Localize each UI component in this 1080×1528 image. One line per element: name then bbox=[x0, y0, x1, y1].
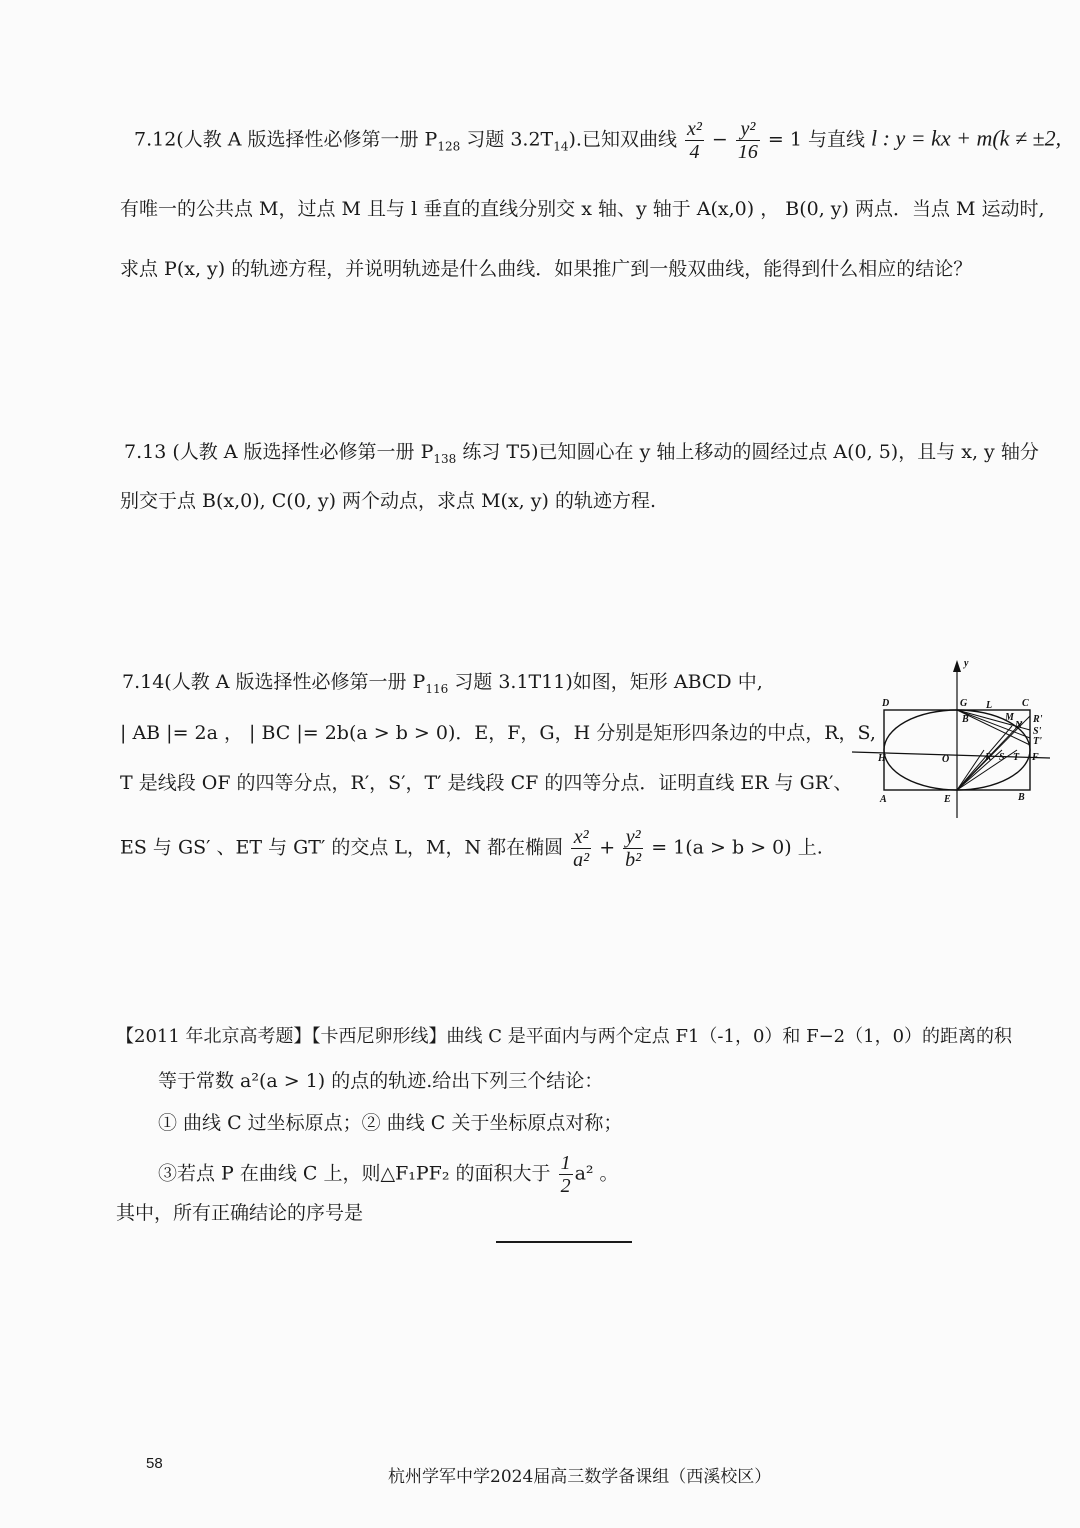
y-axis-arrow-icon bbox=[953, 660, 961, 672]
label-h: H bbox=[878, 753, 886, 764]
label-c: C bbox=[1022, 698, 1029, 709]
q713-line1: 7.13 (人教 A 版选择性必修第一册 $P_{138}$ 练习 T5)已知圆心在 y 轴上移动的圆经过点 A(0, 5)，且与 x, y 轴分 bbox=[124, 441, 1039, 466]
q713-line2: 别交于点 B(x,0), C(0, y) 两个动点，求点 M(x, y) 的轨迹方程. bbox=[120, 490, 656, 512]
answer-blank[interactable] bbox=[496, 1228, 632, 1247]
q712-line1: 7.12(人教 A 版选择性必修第一册 $P_{128}$ 习题 $3.2T_{14}$).已知双曲线 $\frac{\text{x²}}{4}$ − $\frac{\text{y²}}{16}$ = 1 与直线 l : y = kx + m(k ≠ ±2, bbox=[134, 118, 1062, 163]
label-r: R bbox=[985, 752, 992, 763]
q712-line2: 有唯一的公共点 M，过点 M 且与 l 垂直的直线分别交 x 轴、y 轴于 A(x,0) ， B(0, y) 两点．当点 M 运动时, bbox=[120, 198, 1045, 220]
label-f: F bbox=[1032, 752, 1039, 763]
label-b: B bbox=[1018, 792, 1025, 803]
fraction-y2-16: $\frac{\text{y²}}{16}$ bbox=[737, 118, 758, 163]
label-tp: T' bbox=[1033, 736, 1042, 747]
label-o: O bbox=[942, 754, 950, 765]
q714-line2: | AB |= 2a ， | BC |= 2b(a > b > 0)．E，F，G，H 分别是矩形四条边的中点，R，S, bbox=[120, 722, 876, 744]
fraction-x2-a2: $\frac{\text{x²}}{\text{a²}}$ bbox=[573, 826, 590, 871]
fraction-x2-4: $\frac{\text{x²}}{4}$ bbox=[687, 118, 702, 163]
q2011-line4: ③若点 P 在曲线 C 上，则△F₁PF₂ 的面积大于 $\frac{1}{2}$ a² 。 bbox=[158, 1152, 619, 1197]
q2011-line3: ① 曲线 C 过坐标原点；② 曲线 C 关于坐标原点对称； bbox=[158, 1112, 623, 1134]
label-b-top: B bbox=[962, 714, 969, 725]
label-s: S bbox=[999, 752, 1005, 763]
label-sp: S' bbox=[1033, 726, 1042, 737]
fraction-one-half: $\frac{1}{2}$ bbox=[560, 1152, 571, 1197]
label-l: L bbox=[986, 700, 993, 711]
ellipse-rectangle-figure bbox=[852, 650, 1054, 820]
label-e: E bbox=[944, 794, 951, 805]
q714-line4: ES 与 GS′ 、ET 与 GT′ 的交点 L，M，N 都在椭圆 $\frac{\text{x²}}{\text{a²}}$ + $\frac{\text{y²}}{\text{b²}}$ = 1(a > b > 0) 上. bbox=[120, 826, 823, 871]
q712-line3: 求点 P(x, y) 的轨迹方程，并说明轨迹是什么曲线．如果推广到一般双曲线，能得到什么相应的结论？ bbox=[120, 258, 973, 280]
label-t: T bbox=[1013, 752, 1020, 763]
label-d: D bbox=[882, 698, 890, 709]
label-g: G bbox=[960, 698, 968, 709]
label-n: N bbox=[1015, 720, 1023, 731]
q2011-line5: 其中，所有正确结论的序号是 bbox=[116, 1202, 364, 1224]
label-m: M bbox=[1005, 712, 1014, 723]
label-a: A bbox=[880, 794, 887, 805]
label-rp: R' bbox=[1033, 714, 1043, 725]
q714-line3: T 是线段 OF 的四等分点，R′，S′，T′ 是线段 CF 的四等分点．证明直线 ER 与 GR′、 bbox=[120, 772, 853, 794]
label-y: y bbox=[964, 658, 969, 669]
fraction-y2-b2: $\frac{\text{y²}}{\text{b²}}$ bbox=[625, 826, 642, 871]
page-number: 58 bbox=[146, 1455, 163, 1472]
q714-line1: 7.14(人教 A 版选择性必修第一册 $P_{116}$ 习题 3.1T11)如图，矩形 ABCD 中, bbox=[122, 671, 763, 696]
footer-org: 杭州学军中学2024届高三数学备课组（西溪校区） bbox=[388, 1467, 772, 1487]
q2011-line1: 【2011 年北京高考题】【卡西尼卵形线】曲线 C 是平面内与两个定点 F1（-1，0）和 F−2（1，0）的距离的积 bbox=[116, 1026, 1013, 1047]
q2011-line2: 等于常数 a²(a > 1) 的点的轨迹.给出下列三个结论： bbox=[158, 1070, 604, 1092]
